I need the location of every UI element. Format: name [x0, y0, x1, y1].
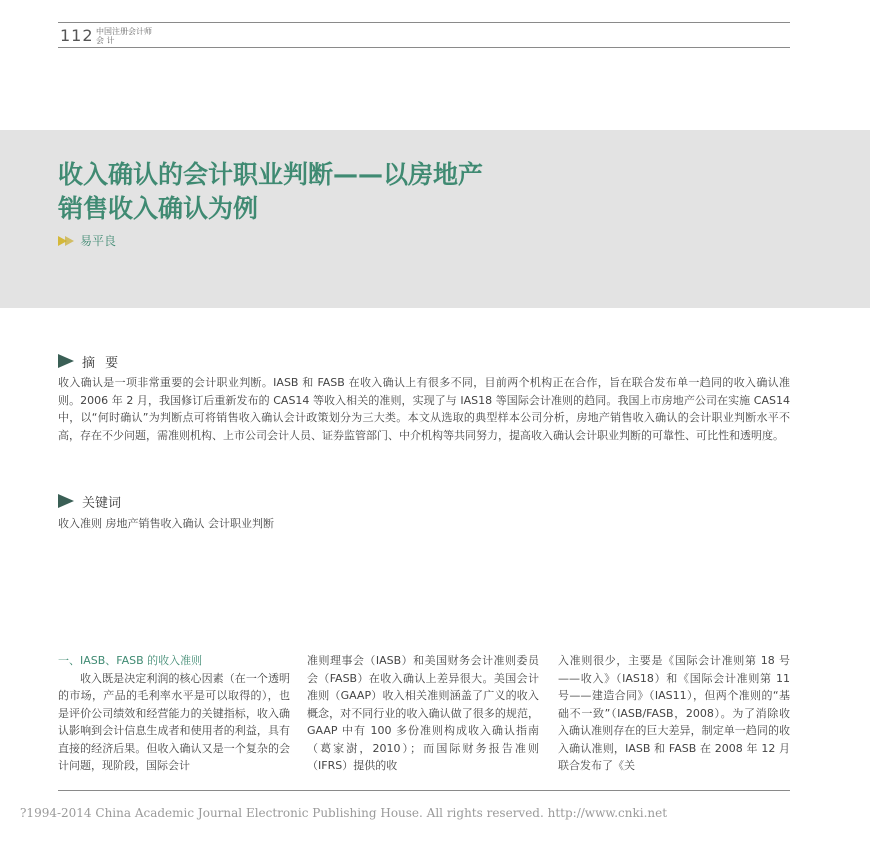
section-arrow-icon [58, 354, 74, 368]
header-rule-bottom [58, 47, 790, 48]
running-header [58, 22, 790, 48]
body-paragraph: 入准则很少，主要是《国际会计准则第 18 号——收入》（IAS18）和《国际会计准则第 11 号——建造合同》（IAS11），但两个准则的“基础不一致”（IASB/FASB，2008）。为了消除收入确认准则存在的巨大差异，制定单一趋同的收入确认准则，IASB 和 FASB 在 2008 年 12 月联合发布了《关 [558, 654, 790, 772]
article-title-line2: 销售收入确认为例 [58, 194, 259, 223]
section-heading: 一、IASB、FASB 的收入准则 [58, 654, 203, 667]
journal-name [96, 27, 152, 45]
journal-name-line1: 中国注册会计师 [96, 27, 152, 36]
page-number: 112 [60, 26, 94, 45]
keywords-text: 收入准则 房地产销售收入确认 会计职业判断 [58, 517, 274, 530]
article-title-line1: 收入确认的会计职业判断——以房地产 [58, 160, 484, 189]
body-column-1 [58, 652, 290, 775]
journal-name-line2: 会 计 [96, 36, 115, 45]
section-arrow-icon [58, 494, 74, 508]
body-column-2 [307, 652, 539, 775]
footer-rule [58, 790, 790, 791]
abstract-heading-label: 摘 要 [82, 356, 122, 371]
article-title [58, 158, 698, 226]
body-paragraph: 准则理事会（IASB）和美国财务会计准则委员会（FASB）在收入确认上差异很大。美国会计准则（GAAP）收入相关准则涵盖了广义的收入概念，对不同行业的收入确认做了很多的规范，GAAP 中有 100 多份准则构成收入确认指南（葛家澍，2010）；而国际财务报告准则（IFRS）提供的收 [307, 654, 539, 772]
abstract-text: 收入确认是一项非常重要的会计职业判断。IASB 和 FASB 在收入确认上有很多不同，目前两个机构正在合作，旨在联合发布单一趋同的收入确认准则。2006 年 2 月，我国修订后重新发布的 CAS14 等收入相关的准则，实现了与 IAS18 等国际会计准则的趋同。我国上市房地产公司在实施 CAS14 中，以“何时确认”为判断点可将销售收入确认会计政策划分为三大类。本文从选取的典型样本公司分析，房地产销售收入确认的会计职业判断水平不高，存在不少问题，需准则机构、上市公司会计人员、证券监管部门、中介机构等共同努力，提高收入确认会计职业判断的可靠性、可比性和透明度。 [58, 376, 790, 442]
author-arrow-icon-2 [65, 236, 74, 246]
title-band [0, 130, 870, 308]
header-rule-top [58, 22, 790, 23]
body-paragraph: 收入既是决定利润的核心因素（在一个透明的市场，产品的毛利率水平是可以取得的），也是评价公司绩效和经营能力的关键指标，收入确认影响到会计信息生成者和使用者的利益，具有直接的经济后果。但收入确认又是一个复杂的会计问题，现阶段，国际会计 [58, 671, 290, 772]
body-column-3 [558, 652, 790, 775]
keywords-heading-label: 关键词 [82, 496, 122, 511]
copyright-footer: ?1994-2014 China Academic Journal Electronic Publishing House. All rights reserved. http://www.cnki.net [20, 806, 668, 820]
author-name: 易平良 [80, 234, 117, 248]
